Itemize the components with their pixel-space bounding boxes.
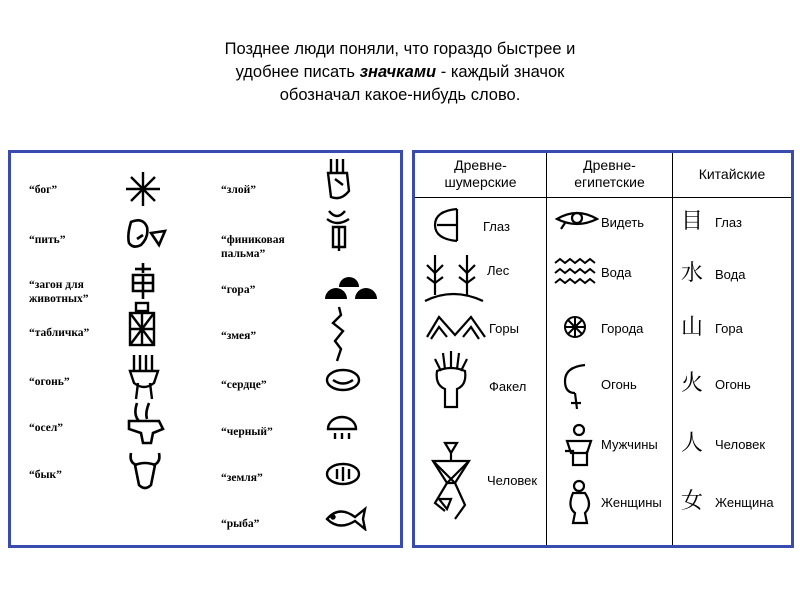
divider-sumer-egypt [546,153,547,545]
fish-icon [323,505,367,531]
label-pen-line2: животных” [29,293,89,305]
china-char-fire: 火 [681,371,704,396]
sumer-label-torch: Факел [489,379,527,394]
label-heart: “сердце” [221,379,267,391]
egypt-label-see: Видеть [601,215,645,230]
writing-systems-panel [412,150,794,548]
china-char-water: 水 [681,261,704,286]
label-palm-line2: пальма” [221,248,266,260]
bull-icon [127,449,163,493]
label-fire: “огонь” [29,376,70,388]
china-char-mountain: 山 [681,315,704,340]
header-divider [415,197,791,198]
label-evil: “злой” [221,184,256,196]
heart-icon [325,367,361,393]
china-char-woman: 女 [681,489,704,514]
pen-icon [128,261,158,301]
earth-icon [325,461,361,487]
date-palm-icon [323,207,353,253]
china-label-eye: Глаз [715,215,742,230]
header-sumerian: Древне- шумерские [444,157,517,190]
label-tablet: “табличка” [29,327,90,339]
china-label-human: Человек [715,437,766,452]
china-char-human: 人 [681,431,704,456]
sumer-forest-icon [423,251,485,307]
label-snake: “змея” [221,330,257,342]
label-pen-line1: “загон для [29,279,84,291]
sumer-human-icon [425,439,477,525]
snake-icon [327,305,351,365]
tablet-icon [126,301,158,349]
caption-emphasis: значками [359,63,437,81]
egypt-men-icon [561,423,597,467]
sumer-label-eye: Глаз [483,219,510,234]
label-god: “бог” [29,184,58,196]
egypt-label-water: Вода [601,265,632,280]
china-label-woman: Женщина [715,495,774,510]
label-fish: “рыба” [221,518,260,530]
header-egyptian: Древне- египетские [574,157,645,190]
head-drink-icon [123,217,169,253]
label-black: “черный” [221,426,273,438]
egypt-label-fire: Огонь [601,377,637,392]
egypt-see-icon [555,209,599,231]
label-bull: “бык” [29,469,62,481]
sumer-eye-icon [431,205,463,245]
donkey-icon [123,399,169,445]
sumer-mountains-icon [425,311,487,341]
caption-line-3: обозначал какое-нибудь слово. [279,86,521,104]
sumer-label-mountains: Горы [489,321,519,336]
egypt-women-icon [565,479,595,525]
china-label-fire: Огонь [715,377,751,392]
egypt-fire-icon [561,363,591,411]
label-donkey: “осел” [29,422,64,434]
fire-icon [126,353,162,401]
sumerian-signs-panel [8,150,403,548]
label-palm-line1: “финиковая [221,234,285,246]
label-earth: “земля” [221,472,263,484]
label-drink: “пить” [29,234,66,246]
sumer-label-human: Человек [487,473,538,488]
star-god-icon [123,169,163,209]
sumer-label-forest: Лес [487,263,510,278]
caption [150,38,650,107]
evil-head-icon [323,157,353,209]
egypt-label-women: Женщины [601,495,662,510]
egypt-label-men: Мужчины [601,437,658,452]
china-label-water: Вода [715,267,746,282]
black-icon [325,415,359,441]
caption-line-2-pre: удобнее писать [235,63,360,81]
china-char-eye: 目 [681,209,704,234]
egypt-city-icon [563,315,587,339]
caption-line-1: Позднее люди поняли, что гораздо быстрее и [224,40,576,58]
sumer-torch-icon [427,349,477,411]
egypt-label-cities: Города [601,321,644,336]
caption-line-2 [150,61,650,84]
divider-egypt-china [672,153,673,545]
caption-line-2-post: - каждый значок [436,63,565,81]
china-label-mountain: Гора [715,321,743,336]
label-mountain: “гора” [221,284,256,296]
egypt-water-icon [553,257,599,287]
mountain-icon [323,271,379,301]
header-chinese: Китайские [698,165,766,182]
